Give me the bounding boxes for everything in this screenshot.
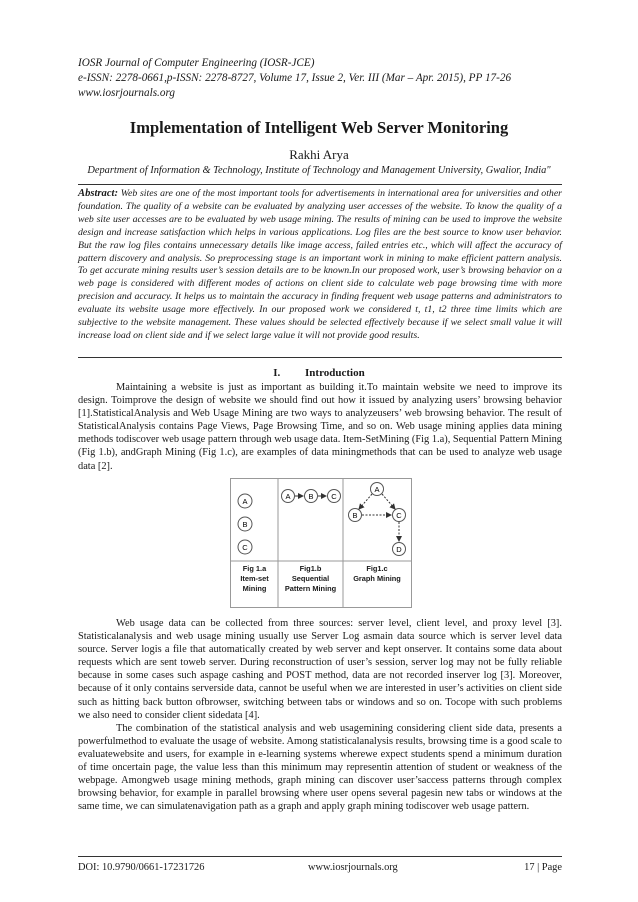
node-label: D (396, 545, 402, 554)
caption-line: Pattern Mining (284, 584, 337, 593)
graph-node-c (393, 509, 406, 522)
figure-1 (230, 478, 412, 608)
itemset-node-c (238, 540, 252, 554)
footer-website: www.iosrjournals.org (308, 862, 398, 873)
caption-line: Mining (242, 584, 267, 593)
node-label: C (331, 492, 337, 501)
abstract (78, 188, 562, 343)
graph-edge (382, 494, 395, 509)
paragraph-text: Maintaining a website is just as important as building it.To maintain website we need to improve its design. Toimprove the design of website we should find out how it issued by analyzing users’ browsing behavior [1].StatisticalAnalysis and Web Usage Mining are two ways to analyzeusers’ web browsing behavior. The result of StatisticalAnalysis contains Page Views, Page Browsing Time, and so on. Web usage mining applies data mining methods todiscover web usage pattern through web usage data. Item-SetMining (Fig 1.a), Sequential Pattern Mining (Fig 1.b), andGraph Mining (Fig 1.c), are examples of data miningmethods that can be used to analyze web usage data [2]. (78, 382, 562, 472)
caption-line: Fig1.b (299, 564, 322, 573)
caption-line: Fig1.c (366, 564, 388, 573)
journal-issn: e-ISSN: 2278-0661,p-ISSN: 2278-8727, Volume 17, Issue 2, Ver. III (Mar – Apr. 2015), PP 17-26 (78, 72, 512, 84)
abstract-label: Abstract: (78, 188, 119, 199)
journal-name: IOSR Journal of Computer Engineering (IOSR-JCE) (78, 57, 315, 69)
paragraph-text: Web usage data can be collected from three sources: server level, client level, and proxy level [3]. Statisticalanalysis and web usage mining usually use Server Log asmain data source which is server level data source. Server logis a file that automatically created by web server and kept onserver. It contains some data about requests which are sent toweb server. During reconstruction of user’s session, server log may not be fully reliable because in some cases such aspage cashing and POST method, data are not recorded inserver log [3]. Moreover, because of it only contains serverside data, cannot be useful when we are interested in user’s activities on client side such as hitting back button ofbrowser, switching between tabs or windows and so on. Tocope with such problems we also need to consider client sidedata [4]. (78, 618, 562, 721)
graph-node-a (371, 483, 384, 496)
paper-title: Implementation of Intelligent Web Server Monitoring (129, 118, 509, 137)
section-number: I. (273, 367, 281, 379)
section-title: Introduction (305, 367, 365, 379)
node-label: A (374, 485, 380, 494)
node-label: B (308, 492, 314, 501)
node-label: B (242, 520, 248, 529)
footer-doi: DOI: 10.9790/0661-17231726 (78, 862, 205, 873)
section-heading (0, 367, 638, 379)
graph-node-b (349, 509, 362, 522)
itemset-node-a (238, 494, 252, 508)
sequence-node-a (282, 490, 295, 503)
sequence-node-b (305, 490, 318, 503)
paragraph-text: The combination of the statistical analysis and web usagemining considering client side data, presents a powerfulmethod to evaluate the usage of website. Among statisticalanalysis results, browsing time is a good scale to evaluatewebsite and users, for example in e-learning systems wherewe expect students spend a minimum duration of time oncertain page, the value less than this minimum may representin attention of student or weakness of the webpage. Amongweb usage mining methods, graph mining can discover user’saccess patterns through complex browsing behavior, for example in parallel browsing where user opens several pagesin new tabs or windows at the same time, we can simulatenavigation path as a graph and apply graph mining todiscover web usage pattern. (78, 722, 562, 813)
figure-caption-1a (231, 564, 278, 594)
node-label: A (285, 492, 291, 501)
caption-line: Item-set (240, 574, 269, 583)
author-affiliation: Department of Information & Technology, Institute of Technology and Management University, Gwalior, India" (87, 165, 551, 176)
graph-edge (359, 494, 372, 509)
journal-header (78, 56, 568, 101)
node-label: A (242, 497, 248, 506)
node-label: C (396, 511, 402, 520)
node-label: B (352, 511, 358, 520)
node-label: C (242, 543, 248, 552)
sequence-node-c (328, 490, 341, 503)
intro-paragraph-2 (78, 617, 562, 813)
footer-page-number: 17 | Page (524, 862, 562, 873)
figure-caption-1c (343, 564, 411, 584)
journal-website: www.iosrjournals.org (78, 87, 175, 99)
itemset-node-b (238, 517, 252, 531)
intro-paragraph-1 (78, 381, 562, 473)
footer-rule (78, 856, 562, 857)
abstract-text: Web sites are one of the most important tools for advertisements in international area for universities and other foundation. The quality of a website can be evaluated by analyzing user accesses of the website. To know the quality of a web site user accesses are to be evaluated by web usage mining. The results of mining can be used to improve the website design and increase satisfaction which helps in various applications. Log files are the best source to know user behavior. But the raw log files contains unnecessary details like image access, failed entries etc., which will affect the accuracy of pattern discovery and analysis. So preprocessing stage is an important work in mining to make efficient pattern analysis. To get accurate mining results user’s session details are to be known.In our proposed work, user’s browsing behavior on a web page is considered with different modes of actions on client side to calculate web page browsing time with more precision and accuracy. It helps us to maintain the accuracy in finding frequent web usage patterns and administrators to evaluate its website usage more effectively. In our proposed work we considered t, t1, t2 three time limits which are subjective to the website management. These values should be selected effectively because if we select small value it will increase load on client side and if we select large value it will not provide good results. (78, 188, 562, 341)
paper-author: Rakhi Arya (289, 147, 349, 162)
caption-line: Graph Mining (353, 574, 401, 583)
abstract-bottom-rule (78, 357, 562, 358)
graph-node-d (393, 543, 406, 556)
figure-caption-1b (278, 564, 343, 594)
caption-line: Sequential (291, 574, 330, 583)
abstract-top-rule (78, 184, 562, 185)
caption-line: Fig 1.a (242, 564, 267, 573)
